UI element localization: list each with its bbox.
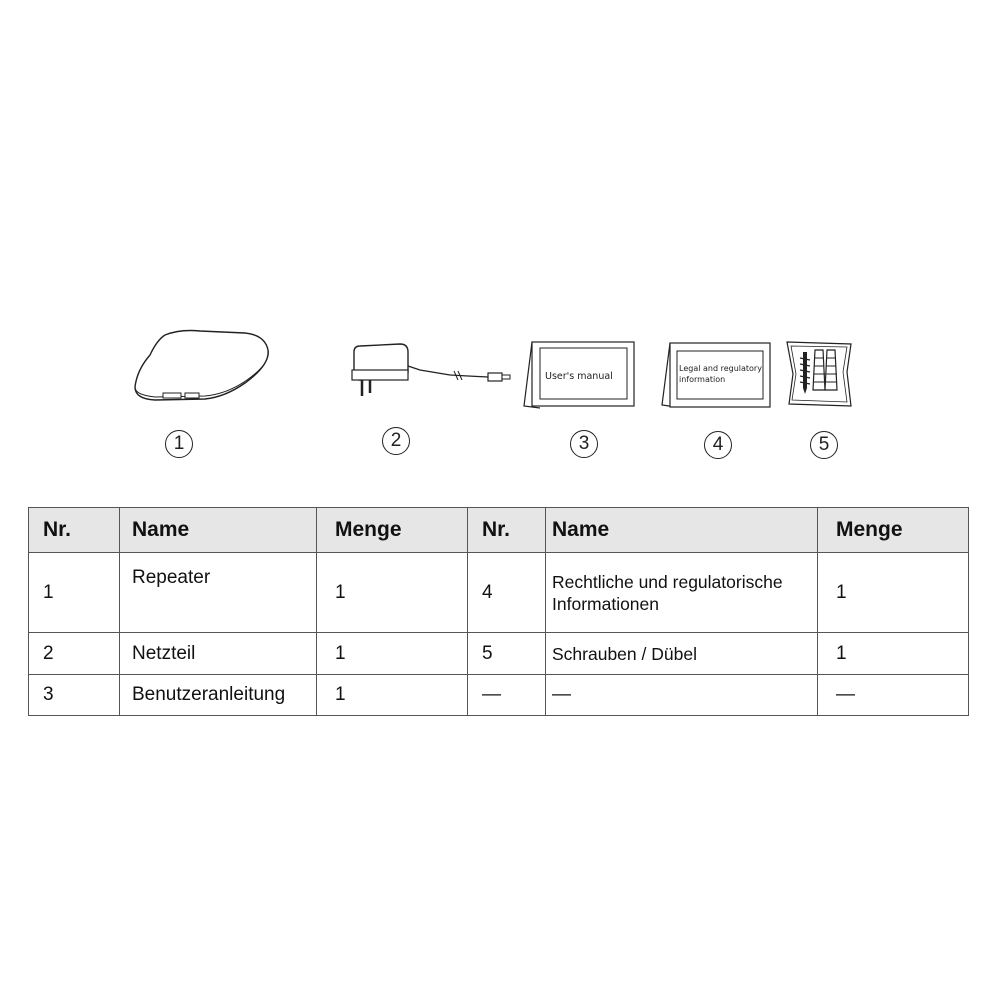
cell-nr: — <box>468 675 546 716</box>
repeater-illustration <box>125 325 280 410</box>
cell-menge: 1 <box>818 633 969 675</box>
table-header-row <box>29 508 969 553</box>
cell-menge: 1 <box>317 633 468 675</box>
user-manual-illustration <box>520 338 638 414</box>
cell-menge: 1 <box>317 675 468 716</box>
cell-name: — <box>546 675 818 716</box>
legal-label-line2: information <box>679 375 726 384</box>
legal-info-illustration <box>660 340 775 412</box>
cell-name: Schrauben / Dübel <box>546 633 818 675</box>
header-menge-2: Menge <box>818 508 969 553</box>
cell-name: Repeater <box>120 553 317 633</box>
cell-menge: 1 <box>818 553 969 633</box>
item-number-5: 5 <box>810 431 838 459</box>
header-name-2: Name <box>546 508 818 553</box>
cell-nr: 3 <box>29 675 120 716</box>
cell-name: Rechtliche und regulatorische Informationen <box>546 553 818 633</box>
power-adapter-illustration <box>340 338 520 408</box>
user-manual-label: User's manual <box>545 371 613 382</box>
table-row <box>29 553 969 633</box>
legal-label-line1: Legal and regulatory <box>679 364 762 373</box>
cell-name: Netzteil <box>120 633 317 675</box>
cell-name: Benutzeranleitung <box>120 675 317 716</box>
table-row <box>29 675 969 716</box>
cell-menge: 1 <box>317 553 468 633</box>
header-name: Name <box>120 508 317 553</box>
header-menge: Menge <box>317 508 468 553</box>
cell-nr: 5 <box>468 633 546 675</box>
header-nr: Nr. <box>29 508 120 553</box>
package-contents-table <box>28 507 969 716</box>
header-nr-2: Nr. <box>468 508 546 553</box>
cell-nr: 2 <box>29 633 120 675</box>
item-number-1: 1 <box>165 430 193 458</box>
item-number-4: 4 <box>704 431 732 459</box>
item-number-2: 2 <box>382 427 410 455</box>
screws-bag-illustration <box>783 338 855 410</box>
table-row <box>29 633 969 675</box>
cell-menge: — <box>818 675 969 716</box>
cell-nr: 4 <box>468 553 546 633</box>
cell-nr: 1 <box>29 553 120 633</box>
item-number-3: 3 <box>570 430 598 458</box>
